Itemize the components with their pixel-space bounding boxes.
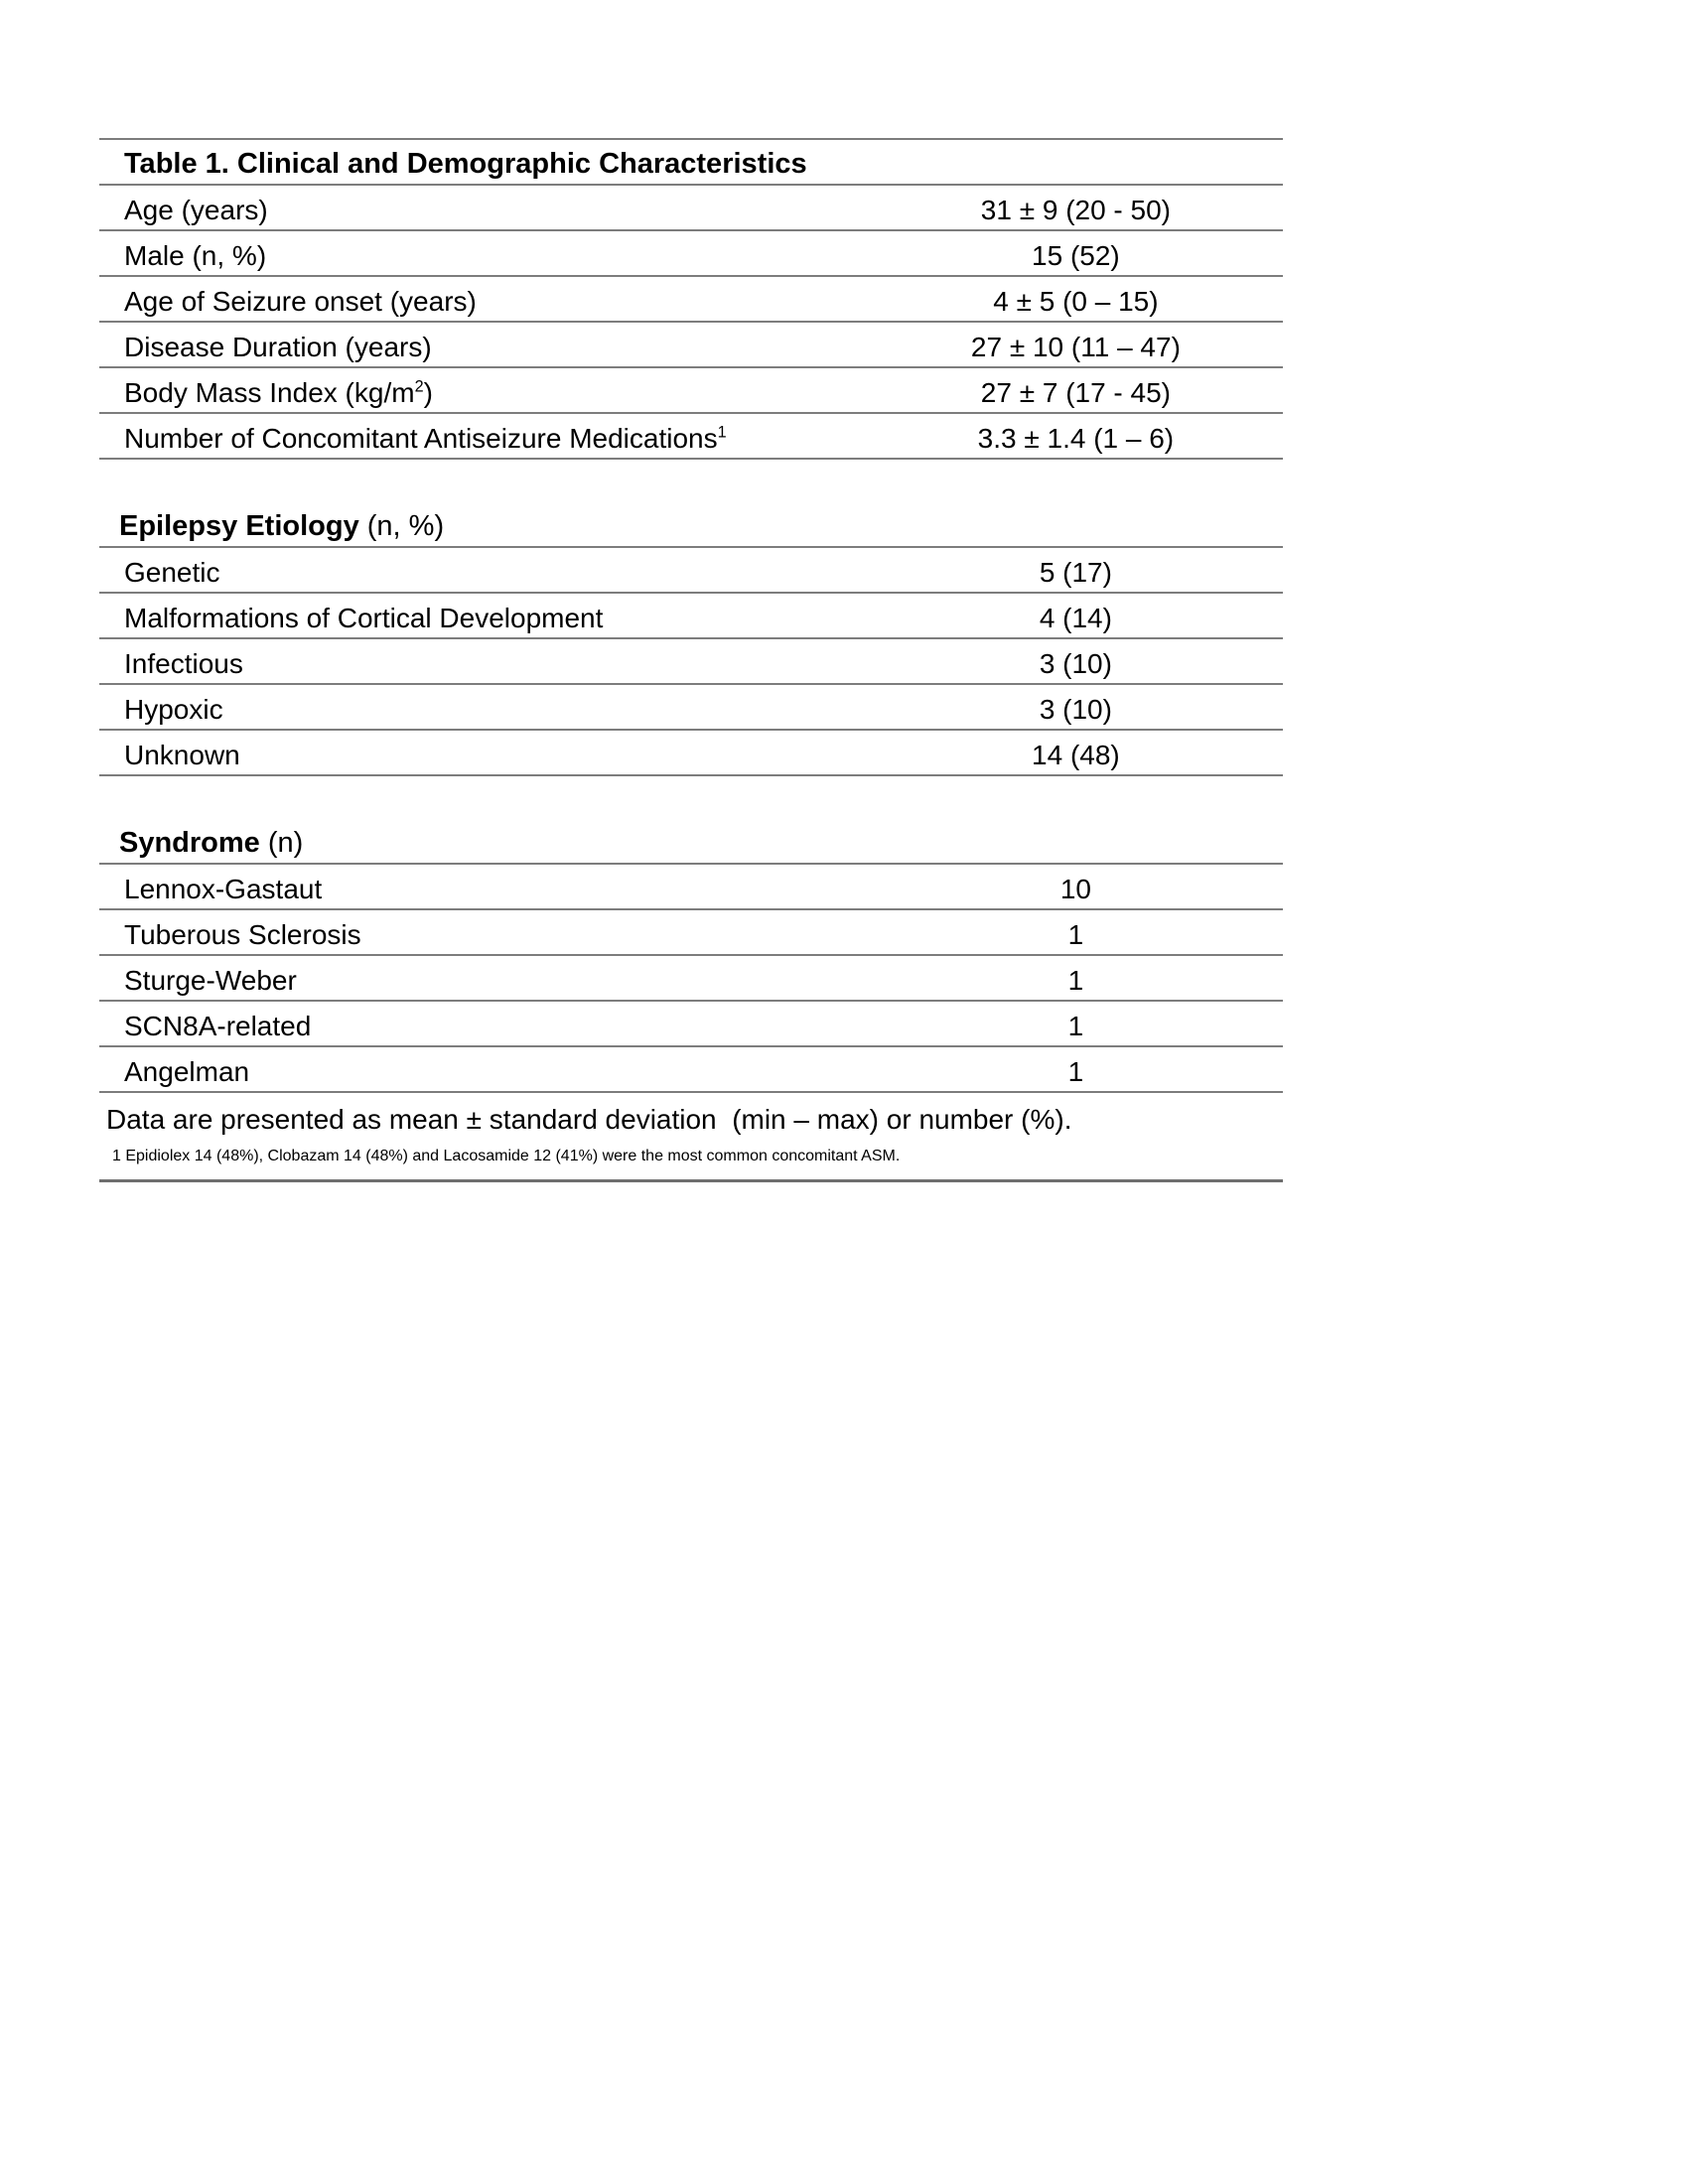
row-label bbox=[99, 1011, 869, 1041]
row-label bbox=[99, 740, 869, 770]
row-value: 3 (10) bbox=[1039, 648, 1112, 679]
table-row-unknown bbox=[99, 731, 1283, 776]
table-row-hypoxic bbox=[99, 685, 1283, 731]
row-label bbox=[99, 423, 869, 454]
row-label bbox=[99, 332, 869, 362]
section-epilepsy-etiology bbox=[99, 502, 1283, 776]
section-heading bbox=[99, 502, 1283, 548]
row-label-text: Genetic bbox=[124, 557, 220, 588]
row-label bbox=[99, 919, 869, 950]
row-value: 1 bbox=[1067, 919, 1084, 950]
row-value: 1 bbox=[1067, 1011, 1084, 1041]
row-label-text: Hypoxic bbox=[124, 694, 223, 725]
row-label-text: Body Mass Index (kg/m bbox=[124, 377, 415, 408]
row-label bbox=[99, 240, 869, 271]
row-value: 1 bbox=[1067, 965, 1084, 996]
row-value: 3 (10) bbox=[1039, 694, 1112, 725]
row-value: 10 bbox=[1059, 874, 1091, 904]
section-heading-units: (n) bbox=[259, 827, 304, 859]
row-label-text: Lennox-Gastaut bbox=[124, 874, 323, 904]
table-row-disease-duration bbox=[99, 323, 1283, 368]
row-label-text: Tuberous Sclerosis bbox=[124, 919, 361, 950]
section-heading bbox=[99, 819, 1283, 865]
table-note: Data are presented as mean ± standard deviation (min – max) or number (%). bbox=[106, 1104, 1072, 1135]
table-footnote: 1 Epidiolex 14 (48%), Clobazam 14 (48%) and Lacosamide 12 (41%) were the most common concomitant ASM. bbox=[112, 1148, 901, 1164]
table-row-genetic bbox=[99, 548, 1283, 594]
table-row-infectious bbox=[99, 639, 1283, 685]
row-label-text: Unknown bbox=[124, 740, 240, 770]
row-value: 27 ± 10 (11 – 47) bbox=[970, 332, 1181, 362]
section-heading-bold: Epilepsy Etiology bbox=[119, 510, 359, 542]
clinical-demographic-table bbox=[99, 138, 1283, 1182]
row-label-text: Age (years) bbox=[124, 195, 268, 225]
table-row-sturge-weber bbox=[99, 956, 1283, 1002]
row-label bbox=[99, 694, 869, 725]
row-label bbox=[99, 286, 869, 317]
row-value: 5 (17) bbox=[1039, 557, 1112, 588]
row-label-tail: ) bbox=[423, 377, 433, 408]
table-title: Table 1. Clinical and Demographic Characteristics bbox=[99, 140, 1283, 186]
table-row-bmi bbox=[99, 368, 1283, 414]
section-clinical-characteristics bbox=[99, 138, 1283, 460]
row-value: 3.3 ± 1.4 (1 – 6) bbox=[977, 423, 1175, 454]
table-row-malformations bbox=[99, 594, 1283, 639]
table-row-age bbox=[99, 186, 1283, 231]
table-row-seizure-onset bbox=[99, 277, 1283, 323]
row-label-text: Male (n, %) bbox=[124, 240, 267, 271]
table-row-male bbox=[99, 231, 1283, 277]
row-label-text: Malformations of Cortical Development bbox=[124, 603, 604, 633]
row-label bbox=[99, 648, 869, 679]
row-label bbox=[99, 965, 869, 996]
row-label bbox=[99, 1056, 869, 1087]
row-label-text: SCN8A-related bbox=[124, 1011, 312, 1041]
row-label-text: Angelman bbox=[124, 1056, 250, 1087]
row-label bbox=[99, 557, 869, 588]
row-label-superscript: 2 bbox=[414, 377, 424, 396]
row-label-text: Number of Concomitant Antiseizure Medications bbox=[124, 423, 718, 454]
section-heading-bold: Syndrome bbox=[119, 827, 260, 859]
row-label bbox=[99, 603, 869, 633]
table-row-concomitant-asm bbox=[99, 414, 1283, 460]
row-value: 4 (14) bbox=[1039, 603, 1112, 633]
row-label-text: Infectious bbox=[124, 648, 243, 679]
row-label bbox=[99, 195, 869, 225]
table-row-tuberous-sclerosis bbox=[99, 910, 1283, 956]
row-label bbox=[99, 874, 869, 904]
table-footer bbox=[99, 1093, 1283, 1182]
table-row-scn8a bbox=[99, 1002, 1283, 1047]
table-row-lennox-gastaut bbox=[99, 865, 1283, 910]
row-value: 14 (48) bbox=[1032, 740, 1120, 770]
row-value: 4 ± 5 (0 – 15) bbox=[993, 286, 1159, 317]
row-value: 1 bbox=[1067, 1056, 1084, 1087]
section-heading-units: (n, %) bbox=[358, 510, 445, 542]
table-row-angelman bbox=[99, 1047, 1283, 1093]
row-label-text: Disease Duration (years) bbox=[124, 332, 432, 362]
row-label-text: Sturge-Weber bbox=[124, 965, 297, 996]
row-label-text: Age of Seizure onset (years) bbox=[124, 286, 477, 317]
row-value: 31 ± 9 (20 - 50) bbox=[980, 195, 1172, 225]
row-value: 27 ± 7 (17 - 45) bbox=[980, 377, 1172, 408]
section-syndrome bbox=[99, 819, 1283, 1093]
row-label-superscript: 1 bbox=[717, 423, 727, 442]
row-value: 15 (52) bbox=[1032, 240, 1120, 271]
row-label bbox=[99, 377, 869, 408]
